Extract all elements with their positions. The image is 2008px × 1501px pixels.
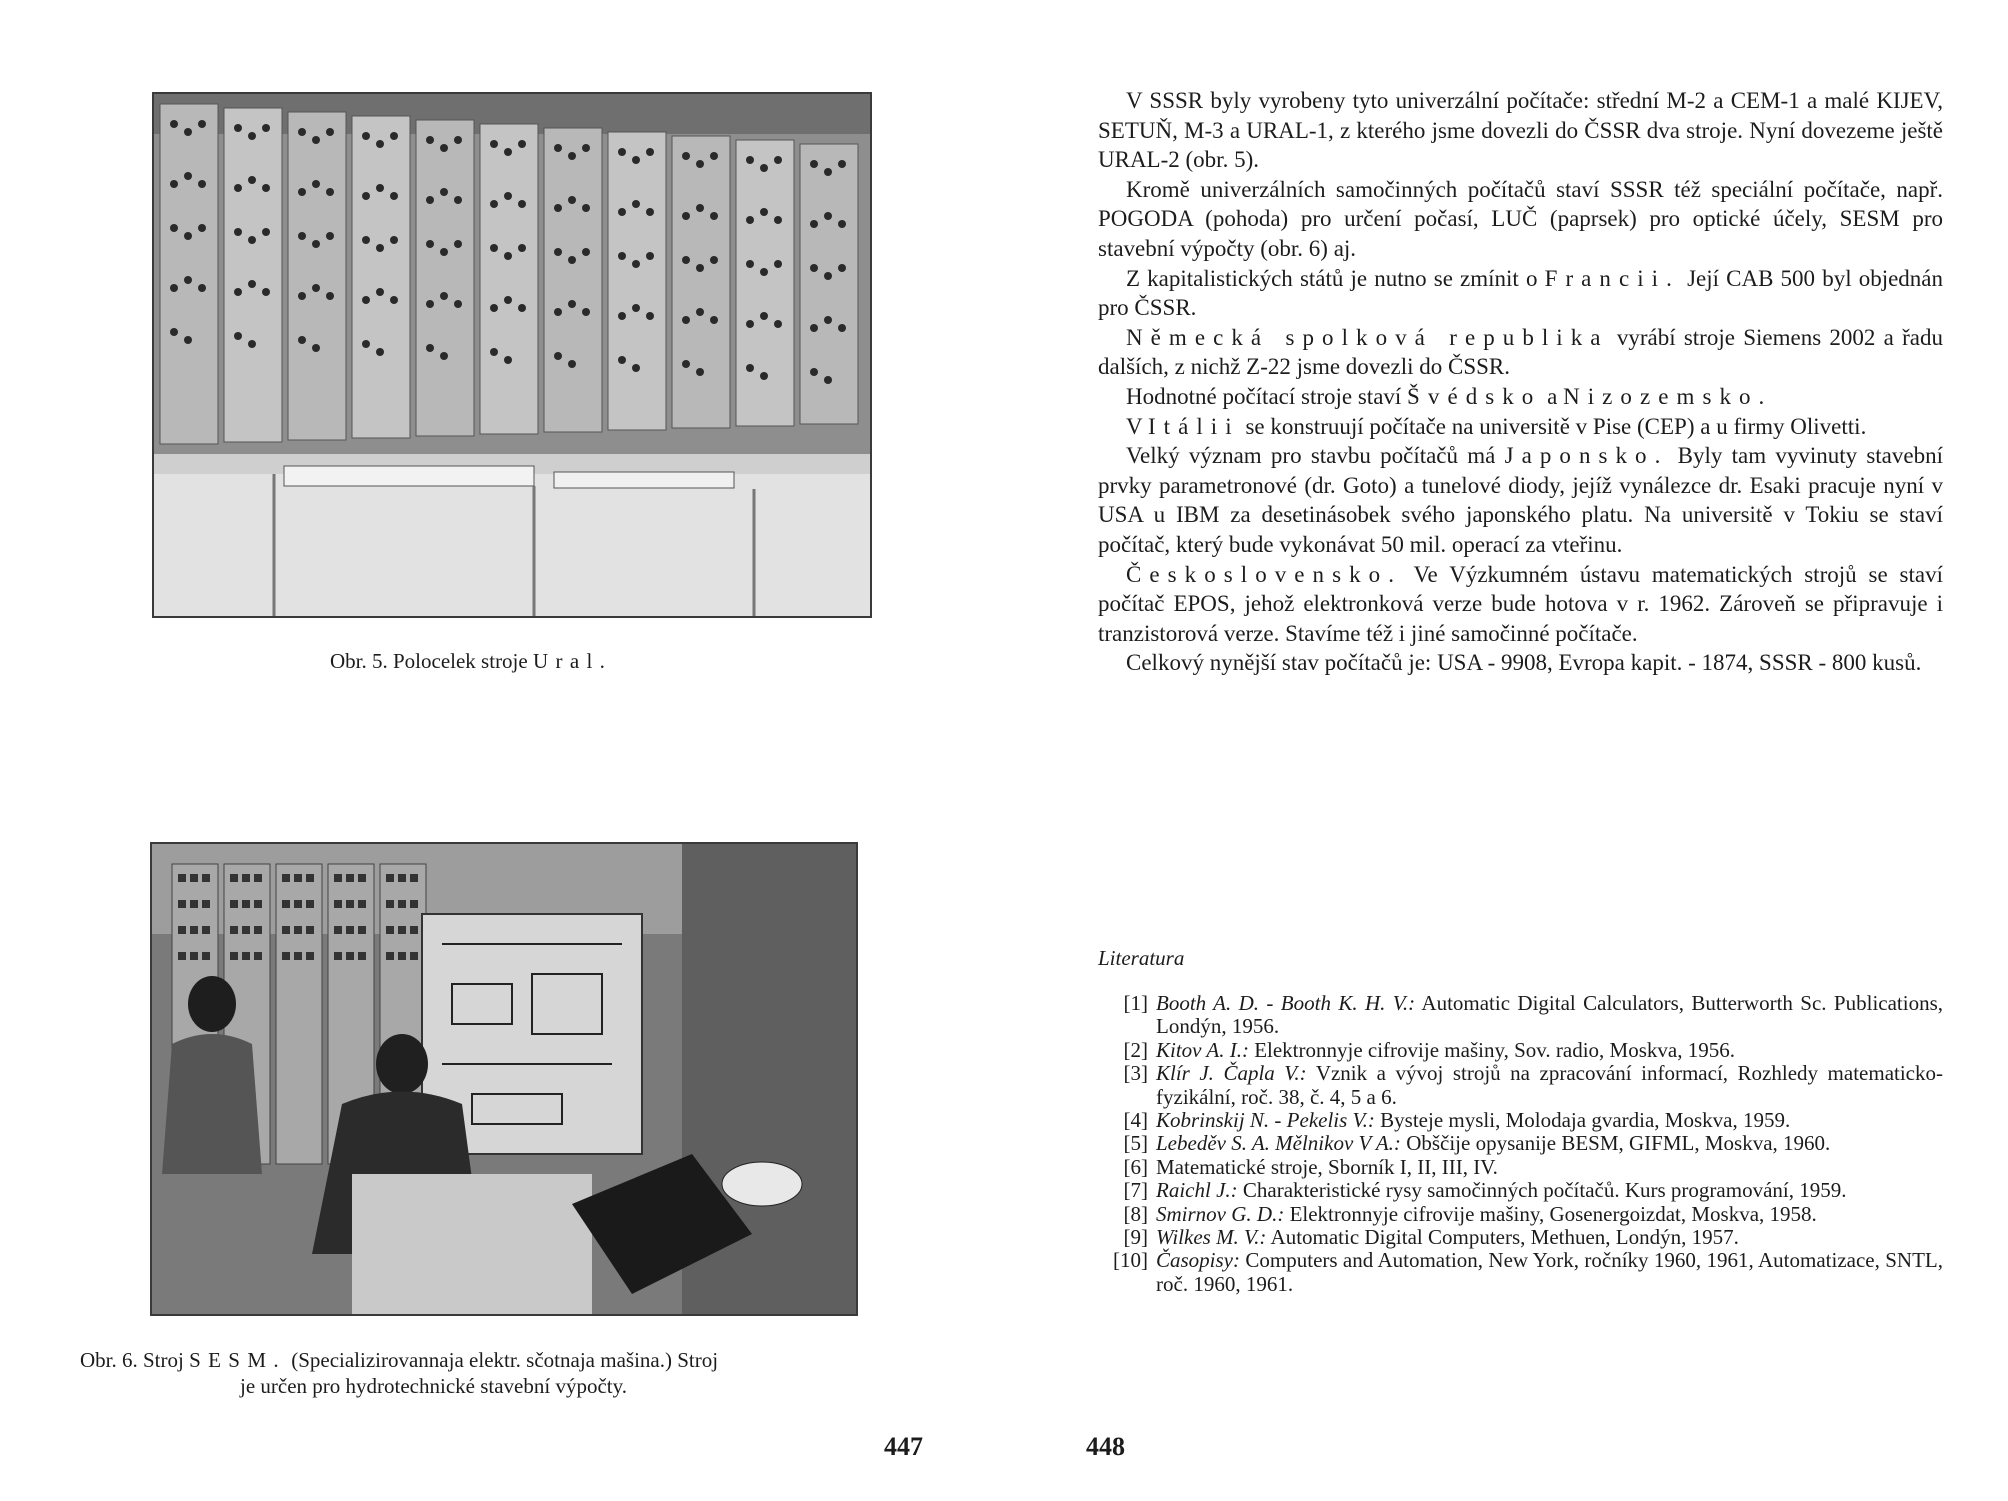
reference-title: Charakteristické rysy samočinných počítačů. Kurs programování, 1959. xyxy=(1242,1178,1847,1203)
figure-6-photo-sesm xyxy=(150,842,858,1316)
reference-text xyxy=(1156,992,1943,1039)
reference-number: [3] xyxy=(1123,1061,1148,1086)
paragraph-japonsko xyxy=(1098,441,1943,559)
page-number-right: 448 xyxy=(1086,1432,1125,1461)
reference-author: Smirnov G. D.: xyxy=(1156,1201,1285,1226)
text-span: V xyxy=(1126,413,1143,439)
text-span: Velký význam pro stavbu počítačů má xyxy=(1126,443,1496,469)
country-name: Japonsko. xyxy=(1504,443,1669,469)
reference-item xyxy=(1098,1226,1943,1249)
text-span: vyrábí stroje Siemens 2002 a řadu dalších, z nichž Z-22 jsme dovezli do ČSSR. xyxy=(1098,324,1943,380)
text-span: a xyxy=(1547,383,1558,409)
reference-number: [6] xyxy=(1123,1154,1148,1179)
reference-text xyxy=(1156,1109,1943,1132)
figure-6-caption-rest: (Specializirovannaja elektr. sčotnaja mašina.) Stroj xyxy=(291,1348,719,1372)
reference-title: Computers and Automation, New York, ročníky 1960, 1961, Automatizace, SNTL, roč. 1960, 1961. xyxy=(1156,1248,1943,1296)
reference-text xyxy=(1156,1226,1943,1249)
reference-title: Automatic Digital Calculators, Butterworth Sc. Publications, Londýn, 1956. xyxy=(1156,991,1944,1039)
reference-title: Elektronnyje cifrovije mašiny, Sov. radio, Moskva, 1956. xyxy=(1254,1037,1735,1062)
figure-5-photo-ural xyxy=(152,92,872,618)
page-number-left: 447 xyxy=(884,1432,923,1461)
body-text xyxy=(1098,86,1943,678)
reference-text xyxy=(1156,1132,1943,1155)
country-name: Nizozemsko. xyxy=(1563,383,1773,409)
reference-text xyxy=(1156,1249,1943,1296)
reference-number: [8] xyxy=(1123,1201,1148,1226)
reference-author: Kitov A. I.: xyxy=(1156,1037,1249,1062)
reference-title: Matematické stroje, Sborník I, II, III, IV. xyxy=(1156,1154,1498,1179)
figure-6-caption-line2: je určen pro hydrotechnické stavební výpočty. xyxy=(240,1374,628,1398)
paragraph-special: Kromě univerzálních samočinných počítačů staví SSSR též speciální počítače, např. POGODA (pohoda) pro určení počasí, LUČ (paprsek) pro optické účely, SESM pro stavební výpočty (obr. 6) aj. xyxy=(1098,176,1943,261)
reference-author: Lebeděv S. A. Mělnikov V A.: xyxy=(1156,1131,1401,1156)
text-span: Hodnotné počítací stroje staví xyxy=(1126,383,1402,409)
reference-text xyxy=(1156,1203,1943,1226)
reference-author: Kobrinskij N. - Pekelis V.: xyxy=(1156,1108,1375,1133)
reference-text xyxy=(1156,1179,1943,1202)
reference-item xyxy=(1098,1062,1943,1109)
reference-number: [1] xyxy=(1123,991,1148,1015)
reference-author: Booth A. D. - Booth K. H. V.: xyxy=(1156,991,1416,1015)
paragraph-sssr: V SSSR byly vyrobeny tyto univerzální počítače: střední M-2 a CEM-1 a malé KIJEV, SETUŇ, M-3 a URAL-1, z kterého jsme dovezli do ČSSR dva stroje. Nyní dovezeme ještě URAL-2 (obr. 5). xyxy=(1098,88,1943,173)
reference-author: Klír J. Čapla V.: xyxy=(1156,1061,1307,1086)
paragraph-ceskoslovensko xyxy=(1098,560,1943,649)
reference-number: [9] xyxy=(1123,1225,1148,1250)
reference-number: [2] xyxy=(1123,1037,1148,1062)
reference-item xyxy=(1098,1179,1943,1202)
sesm-computer-illustration xyxy=(152,844,856,1314)
figure-5-caption xyxy=(330,648,612,674)
figure-5-caption-name: Ural. xyxy=(532,649,613,673)
paragraph-italie xyxy=(1098,412,1943,442)
figure-6-caption-name: SESM. xyxy=(189,1348,286,1372)
reference-list xyxy=(1098,992,1943,1296)
reference-item xyxy=(1098,992,1943,1039)
reference-text xyxy=(1156,1039,1943,1062)
reference-number: [4] xyxy=(1123,1108,1148,1133)
reference-title: Automatic Digital Computers, Methuen, Londýn, 1957. xyxy=(1270,1225,1739,1250)
reference-number: [10] xyxy=(1113,1248,1148,1273)
reference-text xyxy=(1156,1156,1943,1179)
text-span: Její CAB 500 byl objednán pro ČSSR. xyxy=(1098,265,1944,321)
reference-item xyxy=(1098,1249,1943,1296)
text-span: Z kapitalistických států je nutno se zmínit o xyxy=(1126,265,1538,291)
reference-number: [7] xyxy=(1123,1178,1148,1203)
country-name: Itálii xyxy=(1147,413,1240,439)
reference-number: [5] xyxy=(1123,1131,1148,1156)
figure-6-caption xyxy=(80,1347,940,1399)
reference-item xyxy=(1098,1203,1943,1226)
text-span: se konstruují počítače na universitě v Pise (CEP) a u firmy Olivetti. xyxy=(1245,413,1867,439)
paragraph-nemecko xyxy=(1098,323,1943,382)
country-name: Německá spolková republika xyxy=(1126,324,1609,350)
literature-heading: Literatura xyxy=(1098,946,1185,970)
paragraph-francie xyxy=(1098,264,1943,323)
reference-item xyxy=(1098,1156,1943,1179)
text-span: Byly tam vyvinuty stavební prvky parametronové (dr. Goto) a tunelové diody, jejíž vynálezce dr. Esaki pracuje nyní v USA u IBM za desetinásobek svého japonského platu. Na universitě v Tokiu se staví počítač, který bude vykonávat 50 mil. operací za vteřinu. xyxy=(1098,443,1943,557)
paragraph-svedsko xyxy=(1098,382,1943,412)
figure-5-caption-prefix: Obr. 5. Polocelek stroje xyxy=(330,649,528,673)
reference-text xyxy=(1156,1062,1943,1109)
country-name: Československo. xyxy=(1126,561,1402,587)
reference-item xyxy=(1098,1109,1943,1132)
country-name: Švédsko xyxy=(1407,383,1542,409)
reference-title: Bysteje mysli, Molodaja gvardia, Moskva, 1959. xyxy=(1380,1108,1791,1133)
reference-item xyxy=(1098,1132,1943,1155)
figure-6-caption-prefix: Obr. 6. Stroj xyxy=(80,1348,184,1372)
reference-title: Elektronnyje cifrovije mašiny, Gosenergoizdat, Moskva, 1958. xyxy=(1289,1201,1817,1226)
reference-author: Raichl J.: xyxy=(1156,1178,1238,1203)
reference-author: Časopisy: xyxy=(1156,1248,1240,1273)
country-name: Francii. xyxy=(1544,265,1680,291)
reference-author: Wilkes M. V.: xyxy=(1156,1225,1267,1250)
right-page xyxy=(1004,0,2008,1501)
reference-item xyxy=(1098,1039,1943,1062)
ural-computer-illustration xyxy=(154,94,870,616)
paragraph-stav: Celkový nynější stav počítačů je: USA - 9908, Evropa kapit. - 1874, SSSR - 800 kusů. xyxy=(1126,650,1922,676)
reference-title: Obščije opysanije BESM, GIFML, Moskva, 1960. xyxy=(1406,1131,1831,1156)
text-span: Ve Výzkumném ústavu matematických strojů se staví počítač EPOS, jehož elektronková verze bude hotova v r. 1962. Zároveň se připravuje i tranzistorová verze. Stavíme též i jiné samočinné počítače. xyxy=(1098,561,1943,646)
reference-title: Vznik a vývoj strojů na zpracování informací, Rozhledy matematicko-fyzikální, roč. 38, č. 4, 5 a 6. xyxy=(1156,1061,1943,1109)
